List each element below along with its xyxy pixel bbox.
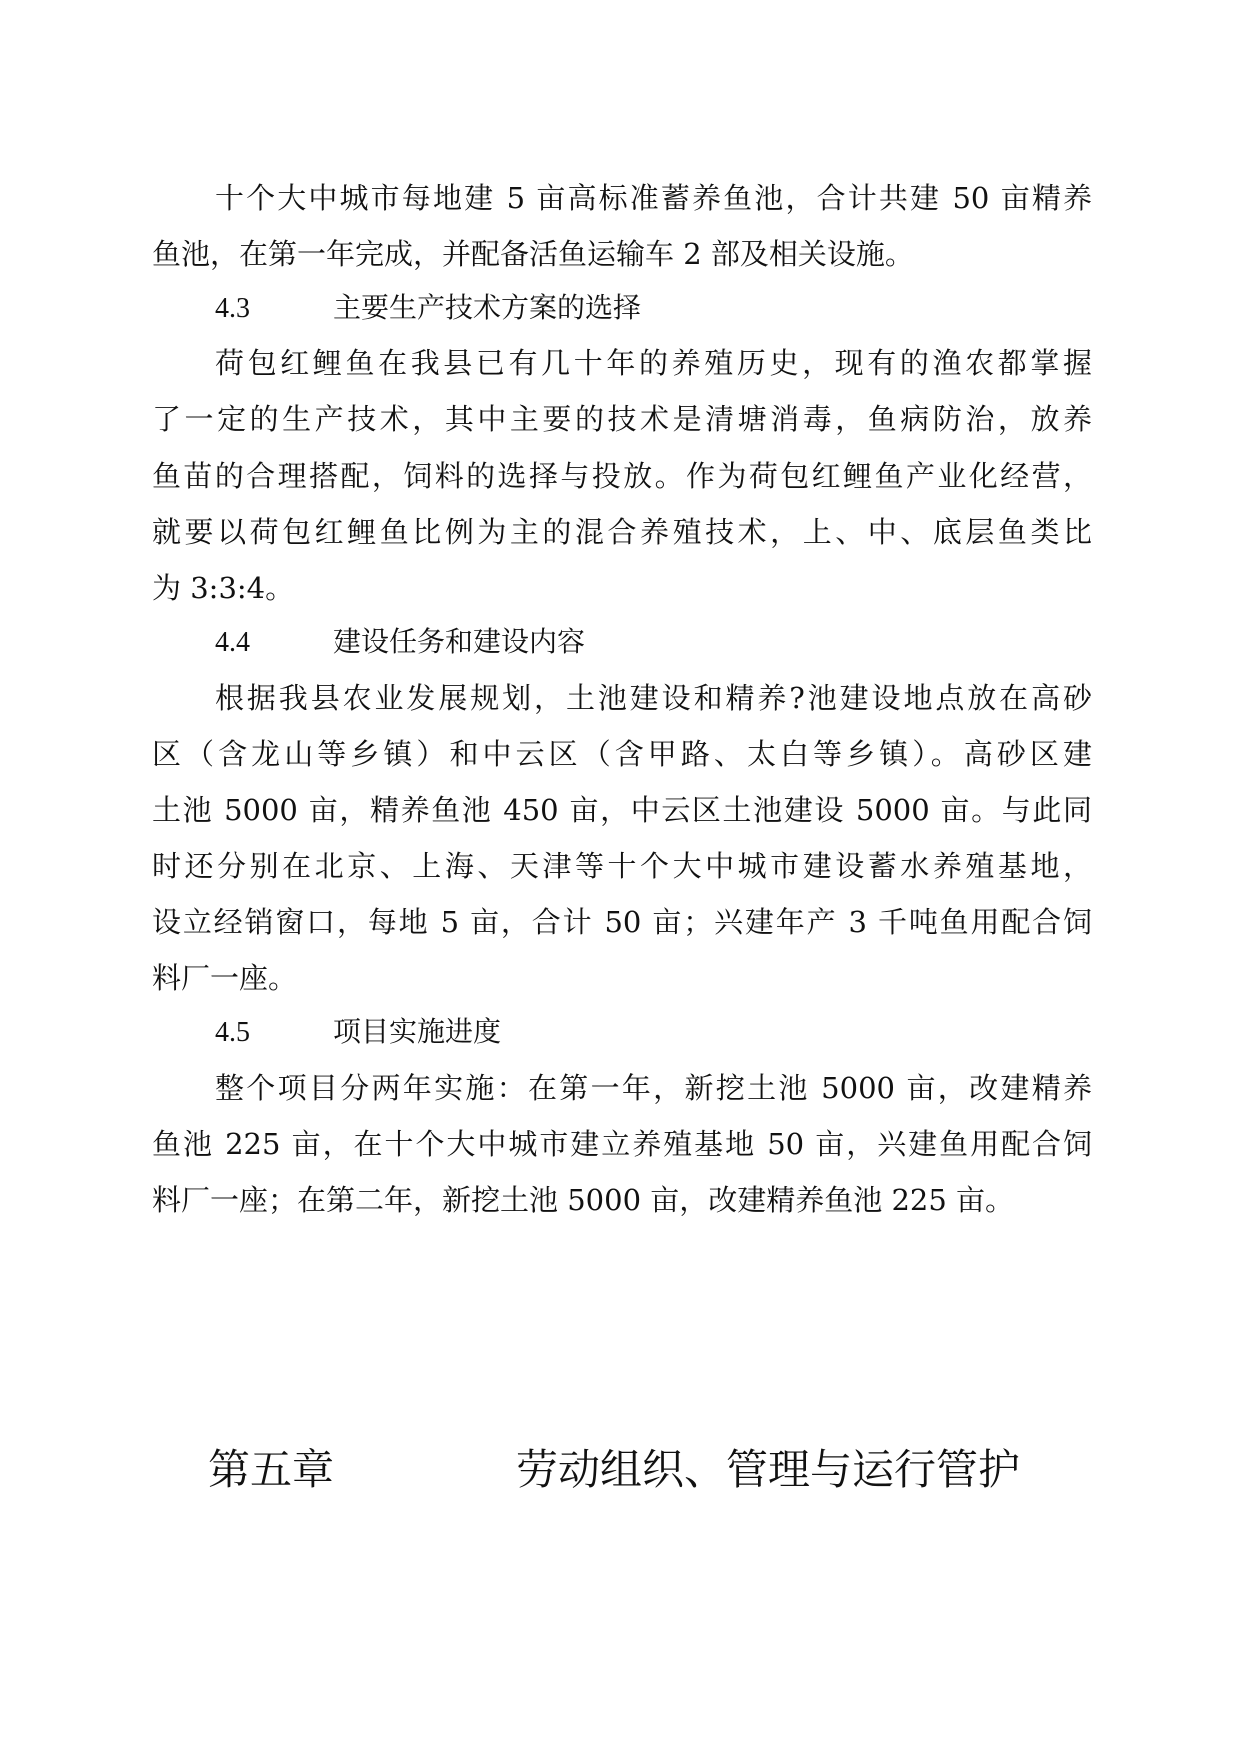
section-title: 主要生产技术方案的选择 bbox=[333, 291, 642, 324]
section-number: 4.5 bbox=[215, 1017, 250, 1048]
paragraph-line: 区（含龙山等乡镇）和中云区（含甲路、太白等乡镇）。高砂区建 bbox=[152, 737, 1092, 771]
paragraph-line: 鱼池 225 亩，在十个大中城市建立养殖基地 50 亩，兴建鱼用配合饲 bbox=[152, 1127, 1092, 1161]
paragraph-line: 了一定的生产技术，其中主要的技术是清塘消毒，鱼病防治，放养 bbox=[152, 402, 1092, 436]
paragraph-line: 料厂一座。 bbox=[152, 961, 298, 995]
paragraph-line: 料厂一座；在第二年，新挖土池 5000 亩，改建精养鱼池 225 亩。 bbox=[152, 1183, 1015, 1217]
paragraph-line: 设立经销窗口，每地 5 亩，合计 50 亩；兴建年产 3 千吨鱼用配合饲 bbox=[152, 905, 1092, 939]
section-number: 4.3 bbox=[215, 293, 250, 324]
chapter-title: 劳动组织、管理与运行管护 bbox=[516, 1445, 1021, 1494]
paragraph-line: 就要以荷包红鲤鱼比例为主的混合养殖技术，上、中、底层鱼类比 bbox=[152, 515, 1092, 549]
chapter-heading bbox=[208, 1445, 1020, 1495]
paragraph-line: 为 3:3:4。 bbox=[152, 571, 295, 605]
paragraph-line: 十个大中城市每地建 5 亩高标准蓄养鱼池，合计共建 50 亩精养 bbox=[215, 181, 1092, 215]
paragraph-line: 土池 5000 亩，精养鱼池 450 亩，中云区土池建设 5000 亩。与此同 bbox=[152, 793, 1092, 827]
section-heading-4-5 bbox=[215, 1014, 501, 1051]
section-heading-4-3 bbox=[215, 290, 641, 327]
section-heading-4-4 bbox=[215, 624, 585, 661]
section-number: 4.4 bbox=[215, 627, 250, 658]
section-title: 项目实施进度 bbox=[333, 1015, 502, 1048]
section-title: 建设任务和建设内容 bbox=[333, 625, 586, 658]
chapter-number: 第五章 bbox=[208, 1445, 335, 1494]
paragraph-line: 根据我县农业发展规划，土池建设和精养?池建设地点放在高砂 bbox=[215, 681, 1092, 715]
paragraph-line: 整个项目分两年实施：在第一年，新挖土池 5000 亩，改建精养 bbox=[215, 1071, 1092, 1105]
paragraph-line: 鱼池，在第一年完成，并配备活鱼运输车 2 部及相关设施。 bbox=[152, 237, 914, 271]
paragraph-line: 鱼苗的合理搭配，饲料的选择与投放。作为荷包红鲤鱼产业化经营， bbox=[152, 459, 1092, 493]
paragraph-line: 荷包红鲤鱼在我县已有几十年的养殖历史，现有的渔农都掌握 bbox=[215, 346, 1092, 380]
paragraph-line: 时还分别在北京、上海、天津等十个大中城市建设蓄水养殖基地， bbox=[152, 849, 1092, 883]
